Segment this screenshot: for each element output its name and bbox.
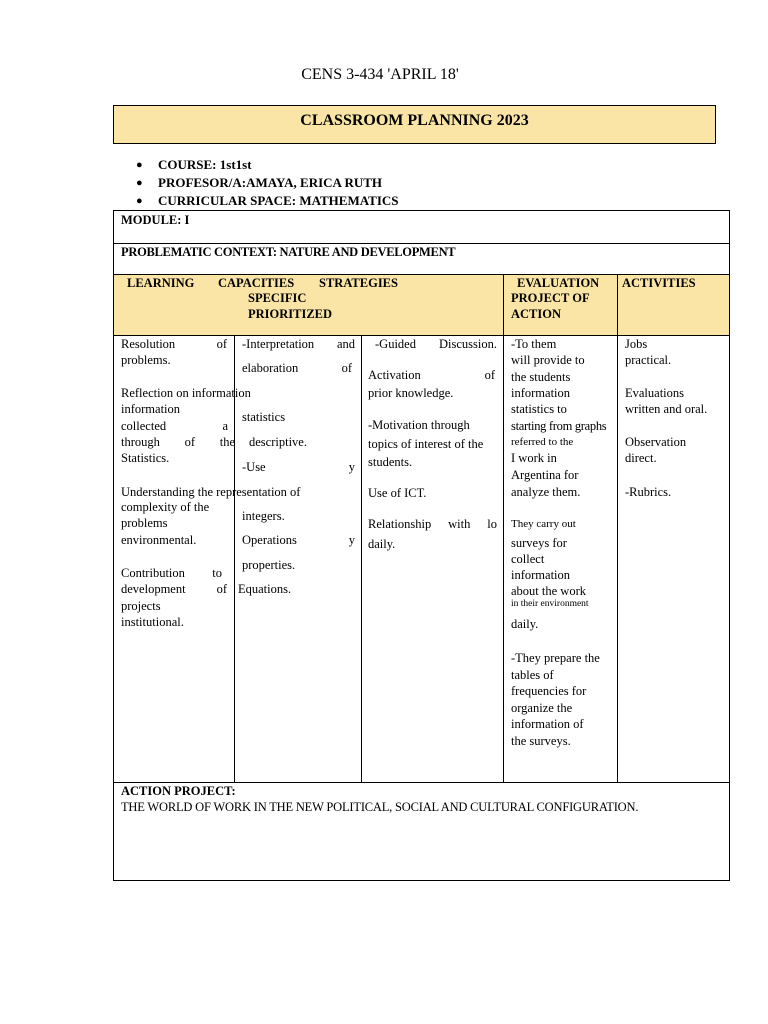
header-project-of: PROJECT OF [511,291,590,305]
col1-line: information [121,402,181,416]
course-label: COURSE: 1st1st [158,157,252,172]
col5-line: written and oral. [625,402,708,416]
col1-line: through of the [121,435,235,449]
header-action: ACTION [511,307,562,321]
header-capacities: CAPACITIES [218,276,295,290]
school-name: CENS 3-434 'APRIL 18' [301,66,459,83]
col3-line: topics of interest of the [368,437,484,451]
col2-line: properties. [242,558,296,572]
divider [617,275,618,782]
col4-line: organize the [511,701,573,715]
col1-line: Contribution to [121,566,222,580]
header-prioritized: PRIORITIZED [248,307,333,321]
col4-line: information [511,386,571,400]
col4-line: They carry out [511,518,576,530]
col2-line: Operations y [242,533,355,547]
col3-line: Relationship with lo [368,517,497,531]
col2-line: statistics [242,410,286,424]
col3-line: students. [368,455,413,469]
col4-line: the surveys. [511,734,571,748]
col5-line: -Rubrics. [625,485,672,499]
col3-line: daily. [368,537,396,551]
col5-line: practical. [625,353,672,367]
col1-line: problems. [121,353,171,367]
col3-line: Use of ICT. [368,486,427,500]
action-project-label: ACTION PROJECT: [121,784,236,798]
col4-line: I work in [511,451,557,465]
col1-line: collected a [121,419,228,433]
col4-line: -They prepare the [511,651,600,665]
divider [503,275,504,782]
col1-line: Resolution of [121,337,227,351]
col1-line: projects [121,599,161,613]
title-banner [113,105,716,144]
col4-line: analyze them. [511,485,581,499]
col3-line: -Guided Discussion. [375,337,497,351]
col2-line: Equations. [238,582,292,596]
header-activities: ACTIVITIES [622,276,696,290]
col5-line: Jobs [625,337,648,351]
bullet-icon: ● [136,159,143,171]
col3-line: Activation of [368,368,495,382]
col4-line: information of [511,717,584,731]
col1-line: Reflection on information [121,386,251,400]
teacher-label: PROFESOR/A:AMAYA, ERICA RUTH [158,175,383,190]
col4-line: collect [511,552,545,566]
col2-line: integers. [242,509,285,523]
col4-line: Argentina for [511,468,579,482]
header-strategies: STRATEGIES [319,276,398,290]
header-specific: SPECIFIC [248,291,307,305]
col4-line: about the work [511,584,586,598]
bullet-icon: ● [136,177,143,189]
col1-line: development of [121,582,227,596]
divider [361,335,362,782]
col4-line: tables of [511,668,554,682]
col1-line: problems [121,516,168,530]
col4-line: daily. [511,617,539,631]
col1-line: Statistics. [121,451,170,465]
col4-line: -To them [511,337,557,351]
divider [234,335,235,782]
col1-line: Understanding the representation of [121,485,301,499]
col2-line: -Interpretation and [242,337,355,351]
bullet-icon: ● [136,195,143,207]
col3-line: prior knowledge. [368,386,454,400]
col4-line: starting from graphs [511,419,607,433]
col4-line: in their environment [511,599,589,609]
col4-line: information [511,568,571,582]
col4-line: the students [511,370,571,384]
col3-line: -Motivation through [368,418,470,432]
action-project-text: THE WORLD OF WORK IN THE NEW POLITICAL, SOCIAL AND CULTURAL CONFIGURATION. [121,800,639,814]
module-label: MODULE: I [121,213,190,227]
col5-line: Evaluations [625,386,685,400]
col2-line: -Use y [242,460,355,474]
col5-line: Observation [625,435,687,449]
header-learning: LEARNING [127,276,195,290]
problematic-context: PROBLEMATIC CONTEXT: NATURE AND DEVELOPMENT [121,245,456,259]
col4-line: surveys for [511,536,567,550]
col2-line: elaboration of [242,361,352,375]
col4-line: will provide to [511,353,585,367]
header-evaluation: EVALUATION [517,276,600,290]
curricular-space-label: CURRICULAR SPACE: MATHEMATICS [158,193,399,208]
page-title: CLASSROOM PLANNING 2023 [300,112,529,129]
col4-line: statistics to [511,402,567,416]
col2-line: descriptive. [249,435,307,449]
col1-line: complexity of the [121,500,210,514]
col5-line: direct. [625,451,657,465]
col1-line: environmental. [121,533,197,547]
col1-line: institutional. [121,615,184,629]
col4-line: frequencies for [511,684,587,698]
col4-line: referred to the [511,436,574,448]
